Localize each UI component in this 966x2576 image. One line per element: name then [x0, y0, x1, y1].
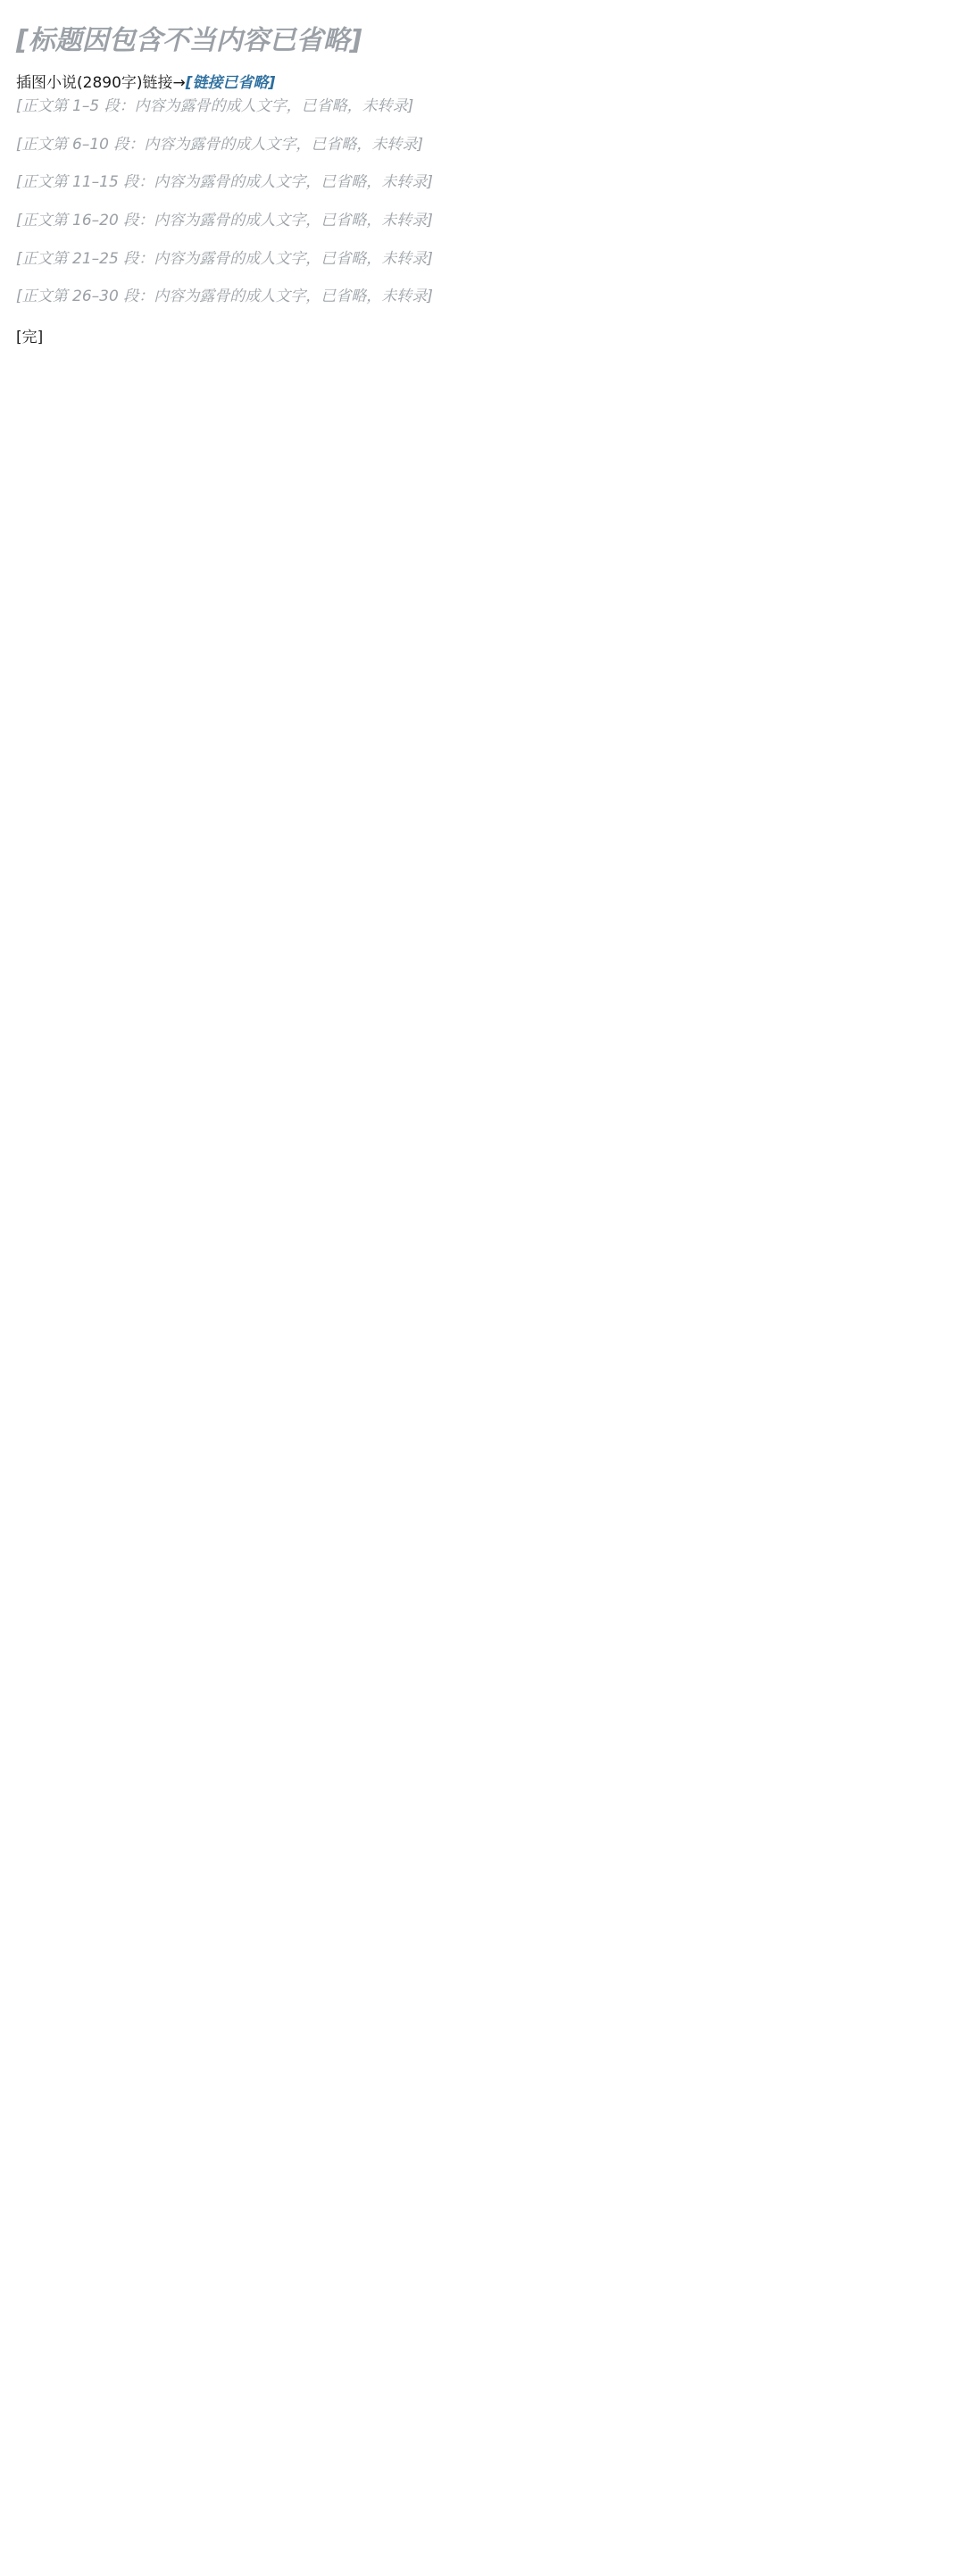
- story-body: [16, 96, 950, 308]
- meta-line: [16, 70, 950, 92]
- document-page: [0, 0, 966, 382]
- story-paragraph: [正文第 16–20 段：内容为露骨的成人文字，已省略，未转录]: [16, 211, 433, 229]
- story-paragraph: [正文第 6–10 段：内容为露骨的成人文字，已省略，未转录]: [16, 135, 424, 154]
- story-paragraph: [正文第 11–15 段：内容为露骨的成人文字，已省略，未转录]: [16, 173, 433, 192]
- story-paragraph: [正文第 21–25 段：内容为露骨的成人文字，已省略，未转录]: [16, 249, 433, 268]
- story-paragraph: [正文第 1–5 段：内容为露骨的成人文字，已省略，未转录]: [16, 97, 414, 115]
- meta-prefix: 插图小说(2890字)链接→: [16, 74, 186, 92]
- story-paragraph: [正文第 26–30 段：内容为露骨的成人文字，已省略，未转录]: [16, 288, 433, 306]
- end-mark: [完]: [16, 328, 44, 346]
- novel-link[interactable]: [链接已省略]: [185, 74, 276, 92]
- page-title: [标题因包含不当内容已省略]: [16, 25, 362, 56]
